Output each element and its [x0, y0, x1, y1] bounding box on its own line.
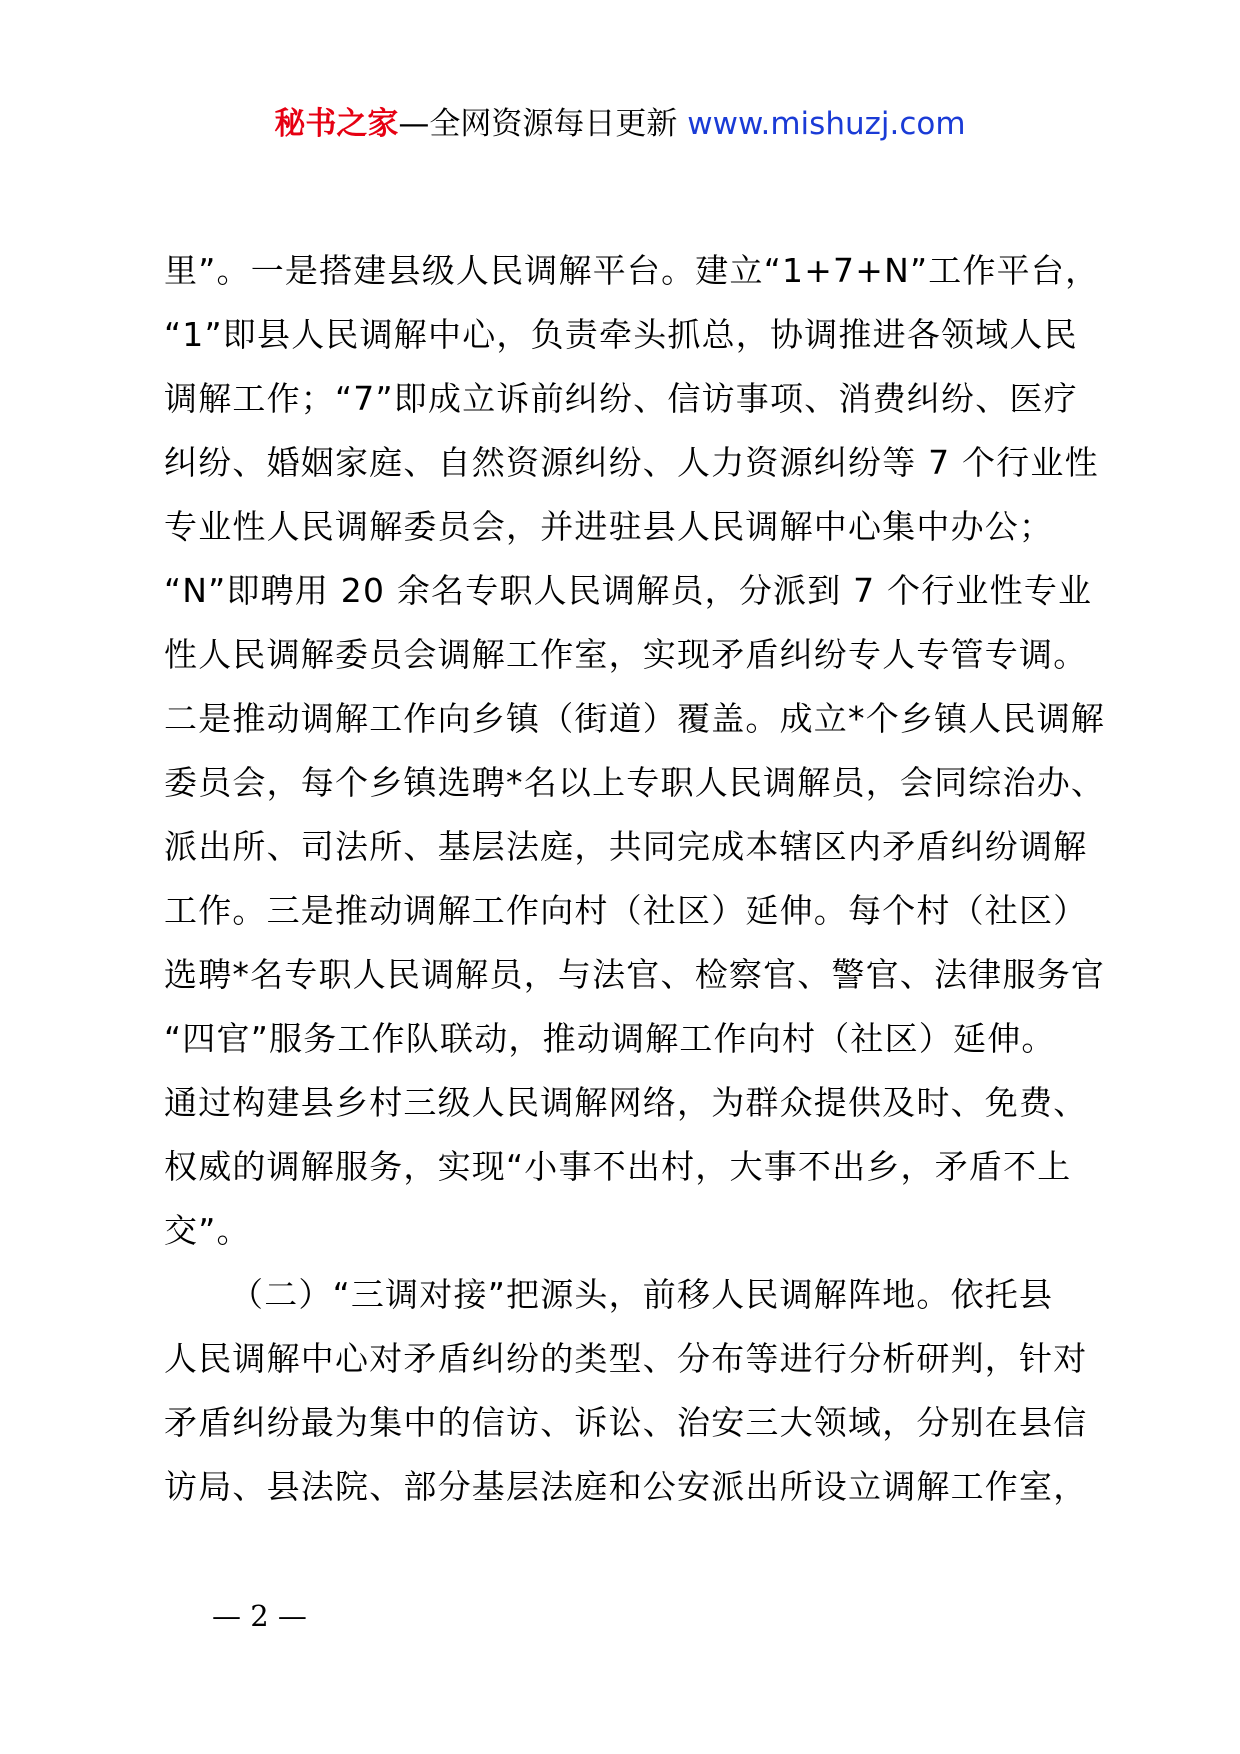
body-line: 委员会，每个乡镇选聘*名以上专职人民调解员，会同综治办、 [164, 763, 1106, 802]
body-line: 矛盾纠纷最为集中的信访、诉讼、治安三大领域，分别在县信 [164, 1403, 1088, 1442]
body-line: 专业性人民调解委员会，并进驻县人民调解中心集中办公； [164, 507, 1054, 546]
body-line: 交”。 [164, 1211, 251, 1250]
body-line: 选聘*名专职人民调解员，与法官、检察官、警官、法律服务官 [164, 955, 1106, 994]
body-line: “N”即聘用 20 余名专职人民调解员，分派到 7 个行业性专业 [164, 571, 1093, 610]
body-line: 性人民调解委员会调解工作室，实现矛盾纠纷专人专管专调。 [164, 635, 1088, 674]
body-line: “1”即县人民调解中心，负责牵头抓总，协调推进各领域人民 [164, 315, 1078, 354]
body-line: 二是推动调解工作向乡镇（街道）覆盖。成立*个乡镇人民调解 [164, 699, 1106, 738]
page-number: — 2 — [212, 1599, 307, 1633]
body-line: 通过构建县乡村三级人民调解网络，为群众提供及时、免费、 [164, 1083, 1088, 1122]
body-line: 人民调解中心对矛盾纠纷的类型、分布等进行分析研判，针对 [164, 1339, 1088, 1378]
body-line: 纠纷、婚姻家庭、自然资源纠纷、人力资源纠纷等 7 个行业性 [164, 443, 1099, 482]
body-line: 调解工作；“7”即成立诉前纠纷、信访事项、消费纠纷、医疗 [164, 379, 1078, 418]
body-line: 权威的调解服务，实现“小事不出村，大事不出乡，矛盾不上 [164, 1147, 1072, 1186]
brand-name: 秘书之家 [274, 106, 399, 142]
site-url-link[interactable]: www.mishuzj.com [687, 106, 966, 142]
body-line: 访局、县法院、部分基层法庭和公安派出所设立调解工作室， [164, 1467, 1088, 1506]
body-line: 派出所、司法所、基层法庭，共同完成本辖区内矛盾纠纷调解 [164, 827, 1088, 866]
banner-tagline: —全网资源每日更新 [398, 106, 678, 142]
body-line: “四官”服务工作队联动，推动调解工作向村（社区）延伸。 [164, 1019, 1056, 1058]
site-banner [0, 100, 1240, 148]
section-heading-line: （二）“三调对接”把源头，前移人民调解阵地。依托县 [230, 1275, 1054, 1314]
body-line: 工作。三是推动调解工作向村（社区）延伸。每个村（社区） [164, 891, 1088, 930]
body-line: 里”。一是搭建县级人民调解平台。建立“1+7+N”工作平台， [164, 251, 1100, 290]
document-body [164, 239, 1124, 1519]
